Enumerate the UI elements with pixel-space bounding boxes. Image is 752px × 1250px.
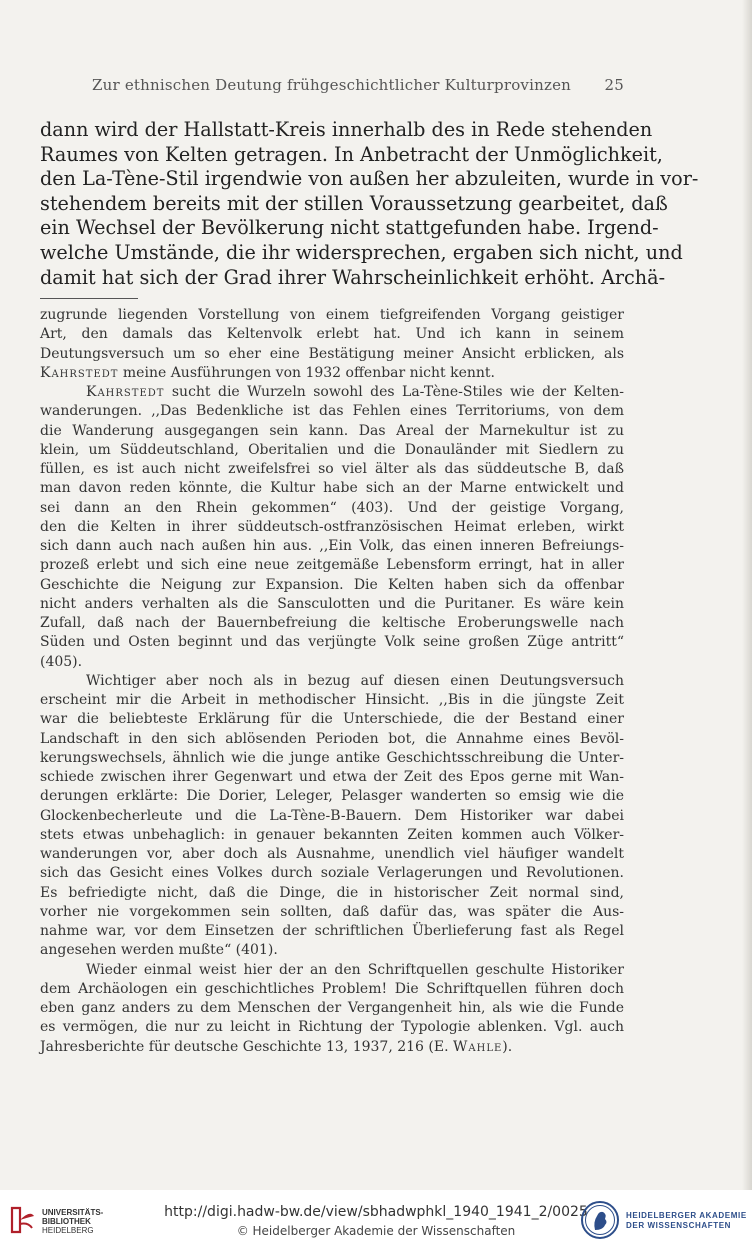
footer-bar xyxy=(0,1190,752,1250)
footnote-text: stets etwas unbehaglich: in genauer bekannten Zeiten kommen auch Völker- xyxy=(40,826,624,843)
footnote-rule xyxy=(40,298,138,299)
main-text-line: ein Wechsel der Bevölkerung nicht stattgefunden habe. Irgend- xyxy=(40,216,659,240)
footnote-text: es vermögen, die nur zu leicht in Richtung der Typologie ablenken. Vgl. auch xyxy=(40,1019,624,1036)
academy-label xyxy=(626,1211,747,1231)
footnote-text: Zufall, daß nach der Bauernbefreiung die keltische Eroberungswelle nach xyxy=(40,615,624,631)
footnote-line xyxy=(40,556,624,575)
main-text-block xyxy=(40,118,699,290)
footnote-line xyxy=(40,672,624,691)
ub-line-3: HEIDELBERG xyxy=(42,1226,94,1235)
footnote-line xyxy=(40,537,624,556)
main-text-line: dann wird der Hallstatt-Kreis innerhalb des in Rede stehenden xyxy=(40,118,653,141)
author-name: Kahrstedt xyxy=(86,384,165,400)
footnote-text: kerungswechsels, ähnlich wie die junge antike Geschichtsschreibung die Unter- xyxy=(40,749,624,766)
footnote-text: Glockenbecherleute und die La-Tène-B-Bauern. Dem Historiker war dabei xyxy=(40,807,624,824)
footnote-line xyxy=(40,306,624,325)
footnote-line xyxy=(40,903,624,922)
footnote-line xyxy=(40,768,624,787)
footnote-text: ). xyxy=(502,1038,513,1055)
footnote-text: man davon reden könnte, die Kultur habe sich an der Marne entwickelt und xyxy=(40,480,624,497)
page-edge-shadow xyxy=(742,0,752,1190)
footnote-line xyxy=(40,787,624,806)
main-text-line: stehendem bereits mit der stillen Voraussetzung gearbeitet, daß xyxy=(40,191,668,215)
footnote-text: erscheint mir die Arbeit in methodischer Hinsicht. ,,Bis in die jüngste Zeit xyxy=(40,692,624,708)
footnote-text: Deutungsversuch um so eher eine Bestätigung meiner Ansicht erblicken, als xyxy=(40,345,624,362)
footnote-text: vorher nie vorgekommen sein sollten, daß dafür das, was später die Aus- xyxy=(40,903,624,920)
main-text-line: den La-Tène-Stil irgendwie von außen her abzuleiten, wurde in vor- xyxy=(40,167,699,191)
academy-seal-icon xyxy=(580,1200,620,1240)
footnote-text: klein, um Süddeutschland, Oberitalien und die Donauländer mit Siedlern zu xyxy=(40,441,624,458)
footnote-line xyxy=(40,749,624,768)
author-name: Wahle xyxy=(453,1038,503,1055)
footnote-text: füllen, es ist auch nicht zweifelsfrei so viel älter als das süddeutsche B, daß xyxy=(40,461,624,477)
ub-line-1: UNIVERSITÄTS- xyxy=(42,1208,104,1217)
footnote-line xyxy=(40,576,624,595)
footnote-line xyxy=(40,941,624,960)
footnote-line xyxy=(40,460,624,479)
footnote-block xyxy=(40,306,624,1057)
footnote-text: wanderungen. ,,Das Bedenkliche ist das Fehlen eines Territoriums, von dem xyxy=(40,403,624,420)
footnote-text: nahme war, vor dem Einsetzen der schriftlichen Überlieferung fast als Regel xyxy=(40,923,624,939)
footnote-text: zugrunde liegenden Vorstellung von einem tiefgreifenden Vorgang geistiger xyxy=(40,307,624,323)
footnote-line xyxy=(40,730,624,749)
footnote-text: schiede zwischen ihrer Gegenwart und etwa der Zeit des Epos gerne mit Wan- xyxy=(40,769,624,785)
footnote-line xyxy=(40,691,624,710)
footnote-text: war die beliebteste Erklärung für die Unterschiede, die der Bestand einer xyxy=(40,711,624,728)
footnote-line xyxy=(40,922,624,941)
footnote-text: meine Ausführungen von 1932 offenbar nicht kennt. xyxy=(118,364,495,381)
permalink-url[interactable]: http://digi.hadw-bw.de/view/sbhadwphkl_1940_1941_2/0025 xyxy=(164,1204,588,1220)
footnote-line xyxy=(40,999,624,1018)
footnote-line xyxy=(40,383,624,402)
footnote-text: eben ganz anders zu dem Menschen der Vergangenheit hin, als wie die Funde xyxy=(40,1000,624,1016)
footnote-text: Wichtiger aber noch als in bezug auf diesen einen Deutungsversuch xyxy=(86,672,624,689)
footnote-line xyxy=(40,364,624,383)
footnote-line xyxy=(40,595,624,614)
copyright-notice: © Heidelberger Akademie der Wissenschaften xyxy=(236,1224,516,1238)
footnote-line xyxy=(40,864,624,883)
footnote-line xyxy=(40,807,624,826)
footnote-text: Wieder einmal weist hier der an den Schriftquellen geschulte Historiker xyxy=(86,961,624,978)
footnote-text: Art, den damals das Keltenvolk erlebt hat. Und ich kann in seinem xyxy=(40,326,624,343)
footnote-line xyxy=(40,884,624,903)
footnote-text: Es befriedigte nicht, daß die Dinge, die in historischer Zeit normal sind, xyxy=(40,884,624,901)
footnote-text: Landschaft in den sich ablösenden Perioden bot, die Annahme eines Bevöl- xyxy=(40,730,624,747)
footnote-line xyxy=(40,961,624,980)
footnote-line xyxy=(40,1038,624,1057)
footnote-text: nicht anders verhalten als die Sansculotten und die Puritaner. Es wäre kein xyxy=(40,595,624,612)
author-name: Kahrstedt xyxy=(40,364,119,381)
footnote-text: Geschichte die Neigung zur Expansion. Die Kelten haben sich da offenbar xyxy=(40,576,624,593)
footnote-line xyxy=(40,422,624,441)
footnote-text: angesehen werden mußte“ (401). xyxy=(40,942,278,959)
footnote-line xyxy=(40,653,624,672)
running-head-title: Zur ethnischen Deutung frühgeschichtlicher Kulturprovinzen xyxy=(92,76,572,94)
footnote-text: prozeß erlebt und sich eine neue zeitgemäße Lebensform erringt, hat in aller xyxy=(40,557,624,574)
ub-line-2: BIBLIOTHEK xyxy=(42,1217,91,1226)
footnote-line xyxy=(40,633,624,652)
footnote-line xyxy=(40,826,624,845)
footnote-line xyxy=(40,980,624,999)
academy-line-1: HEIDELBERGER AKADEMIE xyxy=(626,1211,747,1220)
footnote-line xyxy=(40,614,624,633)
footnote-line xyxy=(40,499,624,518)
footnote-line xyxy=(40,710,624,729)
footnote-line xyxy=(40,518,624,537)
footnote-text: wanderungen vor, aber doch als Ausnahme, unendlich viel häufiger wandelt xyxy=(40,846,624,862)
main-text-line: welche Umstände, die ihr widersprechen, ergaben sich nicht, und xyxy=(40,240,683,264)
footnote-text: (405). xyxy=(40,653,83,670)
footnote-text: sich das Gesicht eines Volkes durch soziale Verlagerungen und Revolutionen. xyxy=(40,865,624,882)
footnote-text: sich dann auch nach außen hin aus. ,,Ein Volk, das einen inneren Befreiungs- xyxy=(40,538,624,554)
main-text-line: damit hat sich der Grad ihrer Wahrscheinlichkeit erhöht. Archä- xyxy=(40,265,666,289)
page-number: 25 xyxy=(604,76,624,94)
footnote-line xyxy=(40,1018,624,1037)
footnote-text: dem Archäologen ein geschichtliches Problem! Die Schriftquellen führen doch xyxy=(40,980,624,997)
footnote-text: sei dann an den Rhein gekommen“ (403). Und der geistige Vorgang, xyxy=(40,499,624,516)
footnote-line xyxy=(40,441,624,460)
footnote-line xyxy=(40,345,624,364)
footnote-line xyxy=(40,402,624,421)
footnote-line xyxy=(40,325,624,344)
footnote-text: den die Kelten in ihrer süddeutsch-ostfranzösischen Heimat erleben, wirkt xyxy=(40,518,624,535)
main-text-line: Raumes von Kelten getragen. In Anbetracht der Unmöglichkeit, xyxy=(40,142,663,166)
footnote-line xyxy=(40,845,624,864)
footnote-text: sucht die Wurzeln sowohl des La-Tène-Stiles wie der Kelten- xyxy=(164,384,624,400)
footnote-text: die Wanderung ausgegangen sein kann. Das Areal der Marnekultur ist zu xyxy=(40,422,624,439)
academy-line-2: DER WISSENSCHAFTEN xyxy=(626,1221,732,1230)
footnote-line xyxy=(40,479,624,498)
footnote-text: derungen erklärte: Die Dorier, Leleger, Pelasger wanderten so emsig wie die xyxy=(40,788,624,805)
footnote-text: Jahresberichte für deutsche Geschichte 13, 1937, 216 (E. xyxy=(40,1038,453,1055)
footnote-text: Süden und Osten beginnt und das verjüngte Volk seine großen Züge antritt“ xyxy=(40,634,624,651)
